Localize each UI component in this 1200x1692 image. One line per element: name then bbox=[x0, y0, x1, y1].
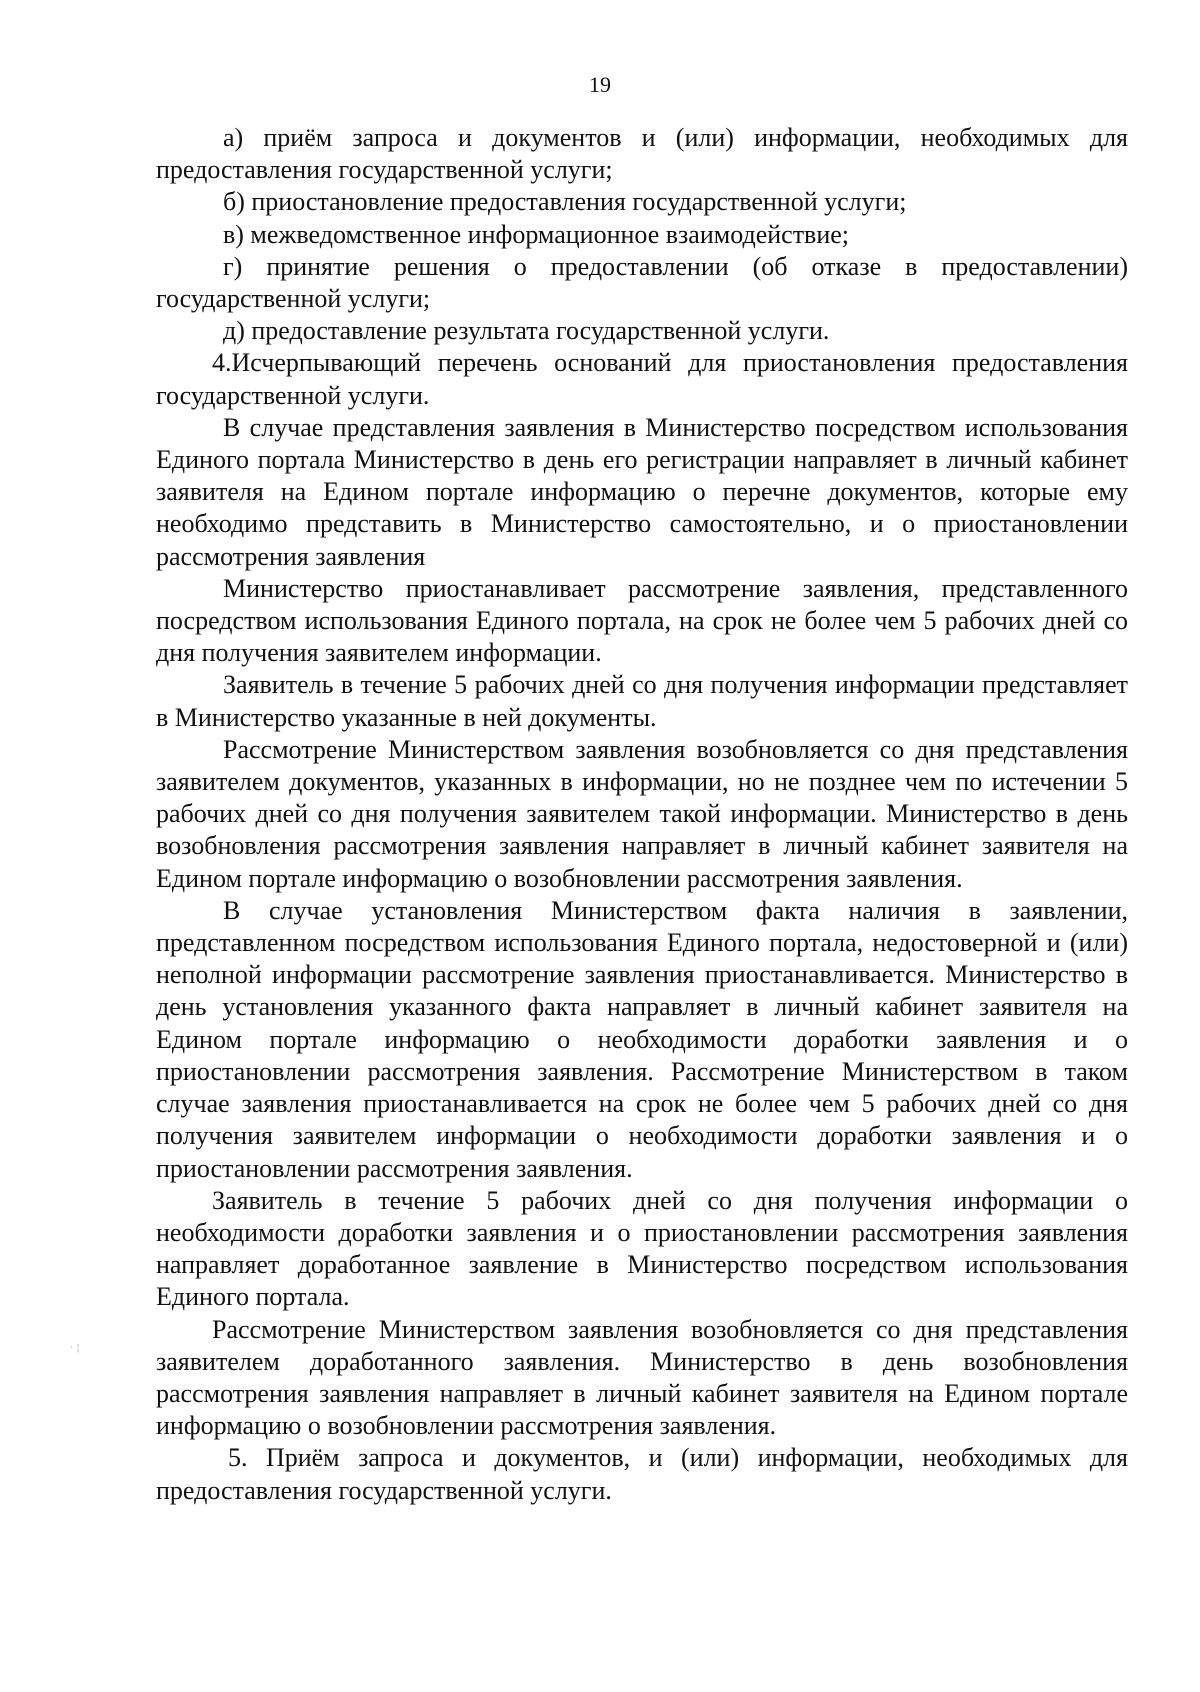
paragraph-portal-application: В случае представления заявления в Министерство посредством использования Единого портала Министерство в день его регистрации направляет в личный кабинет заявителя на Едином портале информацию о перечне документов, которые ему необходимо представить в Министерство самостоятельно, и о приостановлении рассмотрения заявления bbox=[156, 412, 1128, 571]
paragraph-applicant-submits: Заявитель в течение 5 рабочих дней со дня получения информации представляет в Министерство указанные в ней документы. bbox=[156, 670, 1128, 732]
paragraph-review-resumes-revised: Рассмотрение Министерством заявления возобновляется со дня представления заявителем доработанного заявления. Министерство в день возобновления рассмотрения заявления направляет в личный кабинет заявителя на Едином портале информацию о возобновлении рассмотрения заявления. bbox=[156, 1314, 1128, 1441]
paragraph-ministry-suspends: Министерство приостанавливает рассмотрение заявления, представленного посредством использования Единого портала, на срок не более чем 5 рабочих дней со дня получения заявителем информации. bbox=[156, 573, 1128, 668]
paragraph-item-v: в) межведомственное информационное взаимодействие; bbox=[223, 219, 850, 249]
page-number: 19 bbox=[589, 72, 611, 97]
paragraph-review-resumes: Рассмотрение Министерством заявления возобновляется со дня представления заявителем документов, указанных в информации, но не позднее чем по истечении 5 рабочих дней со дня получения заявителем такой информации. Министерство в день возобновления рассмотрения заявления направляет в личный кабинет заявителя на Едином портале информацию о возобновлении рассмотрения заявления. bbox=[156, 734, 1128, 893]
section-heading-4: 4.Исчерпывающий перечень оснований для приостановления предоставления государственной услуги. bbox=[156, 348, 1128, 410]
document-body bbox=[156, 122, 1128, 1507]
paragraph-item-b: б) приостановление предоставления государственной услуги; bbox=[223, 187, 907, 217]
paragraph-item-g: г) принятие решения о предоставлении (об отказе в предоставлении) государственной услуги; bbox=[156, 251, 1128, 314]
paragraph-incomplete-information: В случае установления Министерством факта наличия в заявлении, представленном посредством использования Единого портала, недостоверной и (или) неполной информации рассмотрение заявления приостанавливается. Министерство в день установления указанного факта направляет в личный кабинет заявителя на Едином портале информацию о необходимости доработки заявления и о приостановлении рассмотрения заявления. Рассмотрение Министерством в таком случае заявления приостанавливается на срок не более чем 5 рабочих дней со дня получения заявителем информации о необходимости доработки заявления и о приостановлении рассмотрения заявления. bbox=[156, 895, 1128, 1183]
paragraph-item-a: а) приём запроса и документов и (или) информации, необходимых для предоставления государственной услуги; bbox=[156, 123, 1128, 185]
paragraph-revised-application: Заявитель в течение 5 рабочих дней со дня получения информации о необходимости доработки заявления и о приостановлении рассмотрения заявления направляет доработанное заявление в Министерство посредством использования Единого портала. bbox=[156, 1185, 1128, 1312]
section-heading-5: 5. Приём запроса и документов, и (или) информации, необходимых для предоставления государственной услуги. bbox=[156, 1443, 1128, 1505]
paragraph-item-d: д) предоставление результата государственной услуги. bbox=[223, 316, 830, 346]
scan-artifact: · ¦ bbox=[70, 1343, 80, 1354]
